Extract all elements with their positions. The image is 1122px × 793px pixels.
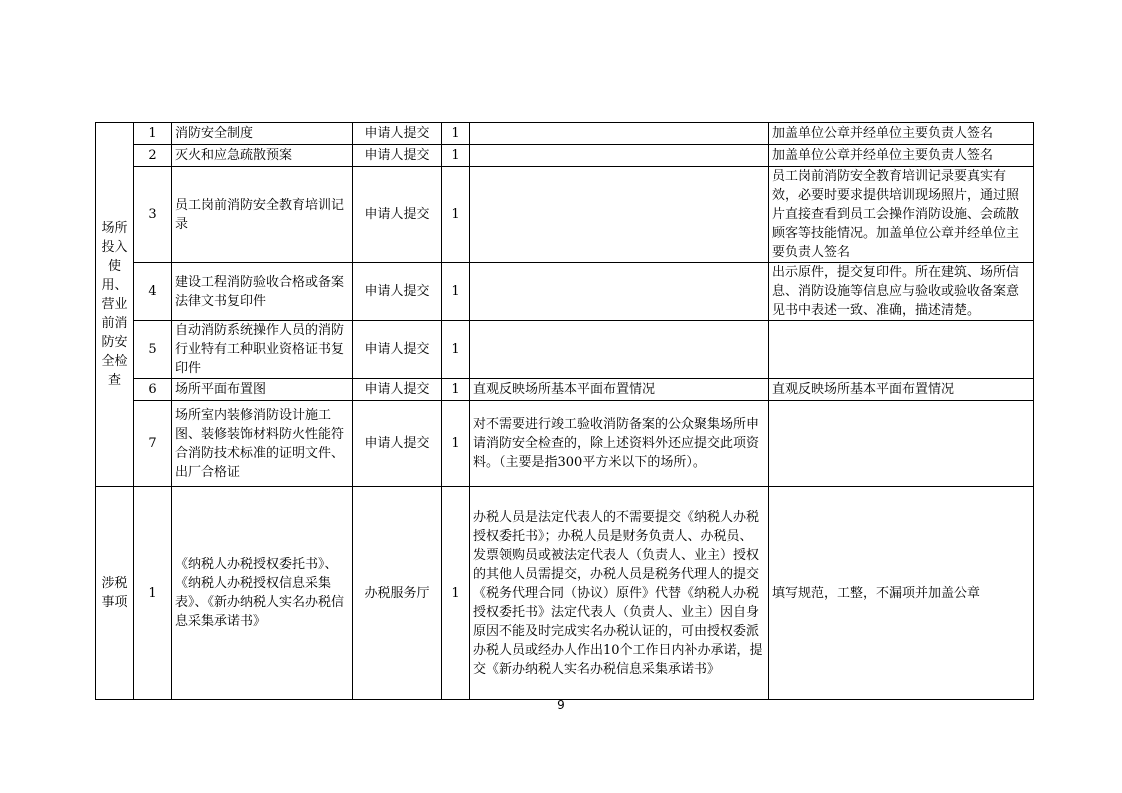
material-source: 申请人提交 <box>353 379 442 401</box>
row-number: 3 <box>134 167 172 263</box>
material-source: 申请人提交 <box>353 145 442 167</box>
material-requirement: 加盖单位公章并经单位主要负责人签名 <box>769 123 1034 145</box>
material-source: 办税服务厅 <box>353 487 442 700</box>
material-name: 场所平面布置图 <box>172 379 353 401</box>
material-source: 申请人提交 <box>353 167 442 263</box>
table-row <box>96 167 1034 263</box>
copy-count: 1 <box>442 321 470 379</box>
material-source: 申请人提交 <box>353 321 442 379</box>
material-requirement <box>769 321 1034 379</box>
copy-count: 1 <box>442 167 470 263</box>
row-number: 1 <box>134 487 172 700</box>
table-row <box>96 401 1034 487</box>
row-number: 2 <box>134 145 172 167</box>
category-cell: 场所投入使用、营业前消防安全检查 <box>96 123 134 487</box>
material-name: 灭火和应急疏散预案 <box>172 145 353 167</box>
material-requirement: 加盖单位公章并经单位主要负责人签名 <box>769 145 1034 167</box>
page-number: 9 <box>557 698 565 712</box>
material-description <box>470 145 769 167</box>
material-source: 申请人提交 <box>353 263 442 321</box>
table-row <box>96 263 1034 321</box>
material-description <box>470 321 769 379</box>
material-name: 员工岗前消防安全教育培训记录 <box>172 167 353 263</box>
material-description <box>470 263 769 321</box>
material-name: 自动消防系统操作人员的消防行业特有工种职业资格证书复印件 <box>172 321 353 379</box>
row-number: 5 <box>134 321 172 379</box>
material-source: 申请人提交 <box>353 123 442 145</box>
table-row <box>96 123 1034 145</box>
material-requirement: 直观反映场所基本平面布置情况 <box>769 379 1034 401</box>
table-row <box>96 487 1034 700</box>
material-description: 直观反映场所基本平面布置情况 <box>470 379 769 401</box>
requirements-table <box>95 122 1034 700</box>
copy-count: 1 <box>442 379 470 401</box>
material-description <box>470 123 769 145</box>
table-row <box>96 145 1034 167</box>
material-name: 消防安全制度 <box>172 123 353 145</box>
material-requirement <box>769 401 1034 487</box>
material-description: 办税人员是法定代表人的不需要提交《纳税人办税授权委托书》；办税人员是财务负责人、办税员、发票领购员或被法定代表人（负责人、业主）授权的其他人员需提交，办税人员是税务代理人的提交《税务代理合同（协议）原件》代替《纳税人办税授权委托书》法定代表人（负责人、业主）因自身原因不能及时完成实名办税认证的，可由授权委派办税人员或经办人作出10个工作日内补办承诺，提交《新办纳税人实名办税信息采集承诺书》 <box>470 487 769 700</box>
material-name: 场所室内装修消防设计施工图、装修装饰材料防火性能符合消防技术标准的证明文件、出厂合格证 <box>172 401 353 487</box>
material-requirement: 出示原件，提交复印件。所在建筑、场所信息、消防设施等信息应与验收或验收备案意见书中表述一致、准确，描述清楚。 <box>769 263 1034 321</box>
material-source: 申请人提交 <box>353 401 442 487</box>
material-description <box>470 167 769 263</box>
material-requirement: 员工岗前消防安全教育培训记录要真实有效，必要时要求提供培训现场照片，通过照片直接查看到员工会操作消防设施、会疏散顾客等技能情况。加盖单位公章并经单位主要负责人签名 <box>769 167 1034 263</box>
row-number: 4 <box>134 263 172 321</box>
row-number: 7 <box>134 401 172 487</box>
copy-count: 1 <box>442 401 470 487</box>
material-description: 对不需要进行竣工验收消防备案的公众聚集场所申请消防安全检查的，除上述资料外还应提交此项资料。（主要是指300平方米以下的场所）。 <box>470 401 769 487</box>
row-number: 6 <box>134 379 172 401</box>
material-name: 《纳税人办税授权委托书》、《纳税人办税授权信息采集表》、《新办纳税人实名办税信息采集承诺书》 <box>172 487 353 700</box>
material-requirement: 填写规范，工整，不漏项并加盖公章 <box>769 487 1034 700</box>
copy-count: 1 <box>442 123 470 145</box>
copy-count: 1 <box>442 145 470 167</box>
copy-count: 1 <box>442 263 470 321</box>
table-row <box>96 379 1034 401</box>
material-name: 建设工程消防验收合格或备案法律文书复印件 <box>172 263 353 321</box>
copy-count: 1 <box>442 487 470 700</box>
category-cell: 涉税事项 <box>96 487 134 700</box>
table-row <box>96 321 1034 379</box>
row-number: 1 <box>134 123 172 145</box>
